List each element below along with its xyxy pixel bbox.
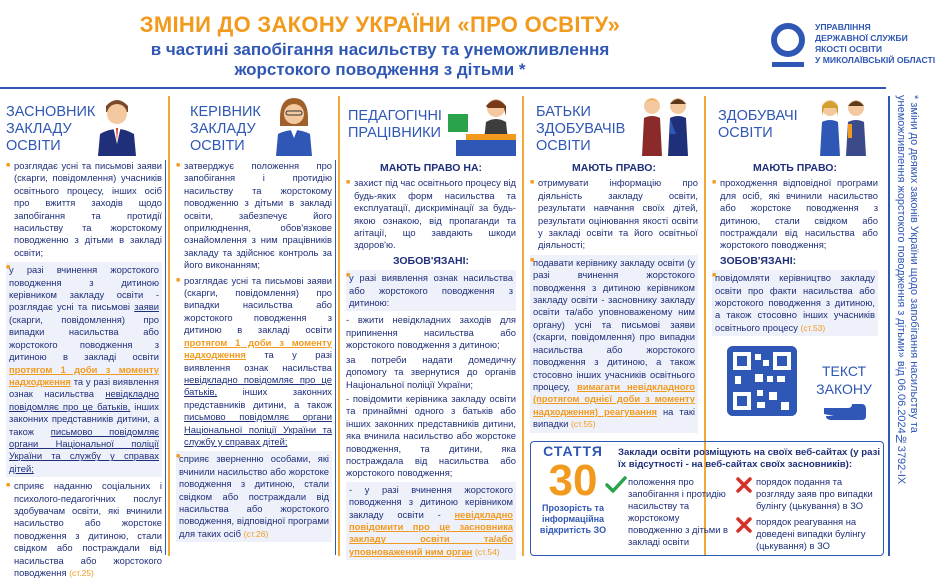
founder-deadline: протягом 1 доби з моменту надходження: [9, 363, 159, 387]
head-body: [176, 160, 332, 561]
cross-icon: [735, 476, 753, 494]
head-p1: затверджує положення про запобігання і протидію насильству та жорстокому поводженню з дітьми в закладі освіти, забезпечує його оприлюднення, обов'язкове ознайомлення з ним працівників закладу та здійснює контроль за його виконанням;: [184, 160, 332, 271]
students-item: [712, 270, 878, 336]
teachers-d5a: - у разі вчинення жорстокого поводження з дитиною керівником закладу освіти -: [349, 483, 513, 520]
law-text-line: ТЕКСТ: [821, 363, 867, 379]
article-label: СТАТТЯ: [543, 443, 603, 459]
header-divider: [0, 87, 886, 89]
column-border: [165, 160, 166, 555]
head-p2f: письмово повідомляє органи Національної поліції України та службу у справах дітей;: [184, 411, 332, 447]
head-ref: (ст.26): [243, 528, 269, 539]
founder-p2a: у разі вчинення жорстокого поводження з дитиною керівником закладу освіти - розглядає усні та письмові: [9, 264, 159, 313]
head-p2d: невідкладно повідомляє про це батьків,: [184, 373, 332, 398]
students-title-line: ОСВІТИ: [718, 125, 773, 141]
column-head: [170, 92, 338, 561]
website-item-excluded: порядок подання та розгляду заяв про випадки булінгу (цькування) в ЗО: [756, 476, 873, 511]
founder-body: [6, 160, 162, 578]
students-title-line: ЗДОБУВАЧІ: [718, 108, 798, 124]
column-border: [335, 160, 336, 555]
article-30-badge: [533, 443, 613, 555]
article-number: 30: [548, 456, 598, 505]
org-line-4: У МИКОЛАЇВСЬКІЙ ОБЛАСТІ: [815, 55, 935, 65]
parents-r2c: на такі випадки: [533, 405, 695, 430]
teachers-ref: (ст.54): [474, 546, 500, 557]
head-title-line: КЕРІВНИК: [190, 104, 261, 120]
parents-r1: отримувати інформацію про діяльність закладу освіти, результати навчання своїх дітей, результати оцінювання якості освіти у закладі освіти та його освітньої діяльності;: [538, 177, 698, 251]
founder-p3: сприяє наданню соціальних і психолого-педагогічних послуг здобувачам освіти, які вчинили насильство або жорстоке поводження з дитиною, стали свідком або постраждали від насильства або жорстокого поводження: [14, 480, 162, 578]
law-text-line: ЗАКОНУ: [816, 381, 872, 397]
websites-heading: Заклади освіти розміщують на своїх веб-сайтах (у разі їх відсутності - на веб-сайтах своїх засновників):: [618, 447, 881, 470]
footnote-text: [894, 95, 920, 555]
head-deadline: протягом 1 доби з моменту надходження: [184, 336, 332, 361]
head-title-line: ОСВІТИ: [190, 138, 245, 154]
teachers-d3: за потреби надати домедичну допомогу та звернутися до органів Національної поліції України;: [346, 353, 516, 390]
teachers-d5b: невідкладно повідомити про це засновника закладу освіти та/або уповноважений ним орган: [349, 508, 514, 557]
founder-p2g: інших законних представників дитини, а також: [9, 400, 159, 437]
parents-title-line: ОСВІТИ: [536, 138, 591, 154]
law-text-link[interactable]: [808, 362, 880, 398]
parents-ref: (ст.55): [570, 419, 596, 430]
founder-item: [6, 262, 162, 477]
parents-item: [530, 177, 698, 251]
founder-title-line: ОСВІТИ: [6, 138, 61, 154]
article-caption-line: відкритість ЗО: [539, 525, 607, 535]
org-line-1: УПРАВЛІННЯ: [815, 22, 871, 32]
founder-p2b: заяви: [134, 301, 159, 313]
cross-icon: [735, 516, 753, 534]
parents-title-line: ЗДОБУВАЧІВ: [536, 121, 626, 137]
teachers-d2: - вжити невідкладних заходів для припинення насильства або жорстокого поводження з дитиною;: [346, 314, 516, 351]
website-item-included: положення про запобігання і протидію насильству та жорстокому поводженню з дітьми в закладі освіти: [628, 476, 729, 547]
column-parents: [524, 92, 704, 437]
footnote-line: унеможливлення жорстокого поводження з дітьми» від 06.06.2024№3792-IX: [895, 95, 907, 485]
pointing-hand-icon: [822, 400, 866, 422]
founder-p2e: та у разі виявлення ознак насильства: [9, 375, 159, 400]
parents-title-line: БАТЬКИ: [536, 104, 591, 120]
woman-director-icon: [270, 94, 318, 156]
students-r1: проходження відповідної програми для осіб, які вчинили насильство або жорстоке поводження з дитиною, стали свідком або постраждали від насильства або жорстокого поводження;: [720, 177, 878, 251]
footnote-line: * зміни до деяких законів України щодо запобігання насильству та: [908, 95, 920, 433]
page-title: ЗМІНИ ДО ЗАКОНУ УКРАЇНИ «ПРО ОСВІТУ»: [139, 12, 621, 37]
column-founder: [0, 92, 168, 578]
column-teachers: [340, 92, 522, 561]
quality-service-logo-icon: [768, 22, 808, 70]
qr-code-icon[interactable]: [727, 346, 797, 416]
teachers-item: [346, 177, 516, 251]
org-line-3: ЯКОСТІ ОСВІТИ: [815, 44, 883, 54]
checkmark-icon: [605, 476, 627, 494]
head-title: [190, 104, 261, 155]
students-ref: (ст.53): [800, 322, 826, 333]
students-duties-heading: ЗОБОВ'ЯЗАНІ:: [720, 254, 797, 267]
article-caption-line: інформаційна: [541, 514, 605, 524]
head-p2e: інших законних представників дитини, а також: [184, 386, 332, 410]
founder-p2c: (скарги, повідомлення) про випадки насильства або жорстокого поводження з дитиною в закладі освіти: [9, 313, 159, 363]
head-item: [176, 451, 332, 542]
founder-ref: (ст.25): [69, 568, 94, 578]
teachers-body: [346, 160, 516, 561]
teachers-title-line: ПЕДАГОГІЧНІ: [348, 108, 442, 124]
website-item-excluded: порядок реагування на доведені випадки булінгу (цькування) в ЗО: [756, 516, 866, 551]
parents-title: [536, 104, 625, 155]
founder-item: [6, 480, 162, 579]
founder-p2h: письмово повідомляє органи Національної поліції України та службу у справах дітей;: [9, 425, 159, 474]
teachers-duties-heading: ЗОБОВ'ЯЗАНІ:: [392, 254, 470, 267]
teacher-at-desk-icon: [446, 94, 516, 156]
head-item: [176, 160, 332, 272]
organization-name: [815, 22, 935, 66]
subtitle-line-1: в частині запобігання насильству та унеможливлення: [150, 40, 610, 59]
founder-title-line: ЗАКЛАДУ: [6, 121, 72, 137]
parents-r2b: вимагати невідкладного (протягом однієї доби з моменту надходження) реагування: [533, 380, 696, 417]
article-caption: [533, 503, 613, 536]
students-d1: повідомляти керівництво закладу освіти про факти насильства або жорстокого поводження з дитиною, а також стосовно інших учасників освітнього процесу: [715, 272, 875, 333]
students-title: [718, 108, 798, 142]
students-item: [712, 177, 878, 251]
head-p2a: розглядає усні та письмові заяви (скарги, повідомлення) про випадки насильства або жорстокого поводження з дитиною в закладі освіти: [184, 274, 332, 336]
students-icon: [812, 94, 876, 156]
head-p3: сприяє зверненню особами, які вчинили насильство або жорстоке поводження з дитиною, стали свідком або постраждали від насильства або жорстокого поводження, відповідної програми для таких осіб: [179, 453, 329, 539]
founder-p1: розглядає усні та письмові заяви (скарги, повідомлення) учасників освітнього процесу, інших осіб про вжиття заходів щодо запобігання та протидії насильству та жорстокому поводженню з дітьми в закладі освіти;: [14, 160, 162, 258]
founder-title-line: ЗАСНОВНИК: [6, 104, 96, 120]
footnote: [884, 92, 929, 561]
parents-rights-heading: МАЮТЬ ПРАВО:: [572, 162, 656, 174]
parents-body: [530, 160, 698, 437]
teachers-title: [348, 108, 442, 142]
teachers-rights-heading: МАЮТЬ ПРАВО НА:: [379, 162, 483, 174]
founder-p2f: невідкладно повідомляє про це батьків,: [9, 388, 160, 412]
head-p2c: та у разі виявлення ознак насильства: [184, 349, 332, 373]
businessman-icon: [92, 94, 142, 156]
teachers-d5: [346, 482, 516, 560]
parents-icon: [636, 94, 696, 156]
teachers-d1: у разі виявлення ознак насильства або жорстокого поводження з дитиною:: [349, 272, 513, 309]
page-subtitle: [90, 40, 670, 80]
article-caption-line: Прозорість та: [542, 503, 604, 513]
founder-title: [6, 104, 95, 155]
teachers-item: [346, 270, 516, 311]
parents-item: [530, 255, 698, 433]
teachers-r1: захист під час освітнього процесу від будь-яких форм насильства та експлуатації, дискримінації за будь-якою ознакою, від пропаганди та агітації, що завдають шкоди здоров'ю.: [354, 177, 516, 251]
teachers-d4: - повідомити керівника закладу освіти та принаймні одного з батьків або інших законних представників дитини, яка вчинила насильство або жорстоке поводження, та дитини, яка постраждала від насильства або жорстокого поводження;: [346, 392, 516, 479]
parents-r2a: подавати керівнику закладу освіти (у разі вчинення жорстокого поводження з дитиною керівником закладу освіти - засновнику закладу освіти та/або уповноваженому ним органу) усні та письмові заяви (скарги, повідомлення) про випадки насильства або жорстокого поводження з дитиною, а також стосовно інших учасників освітнього процесу,: [533, 256, 695, 392]
head-item: [176, 275, 332, 449]
subtitle-line-2: жорстокого поводження з дітьми *: [234, 60, 526, 79]
founder-item: [6, 160, 162, 259]
teachers-title-line: ПРАЦІВНИКИ: [348, 125, 441, 141]
students-rights-heading: МАЮТЬ ПРАВО:: [753, 162, 837, 174]
head-title-line: ЗАКЛАДУ: [190, 121, 256, 137]
org-line-2: ДЕРЖАВНОЇ СЛУЖБИ: [815, 33, 908, 43]
